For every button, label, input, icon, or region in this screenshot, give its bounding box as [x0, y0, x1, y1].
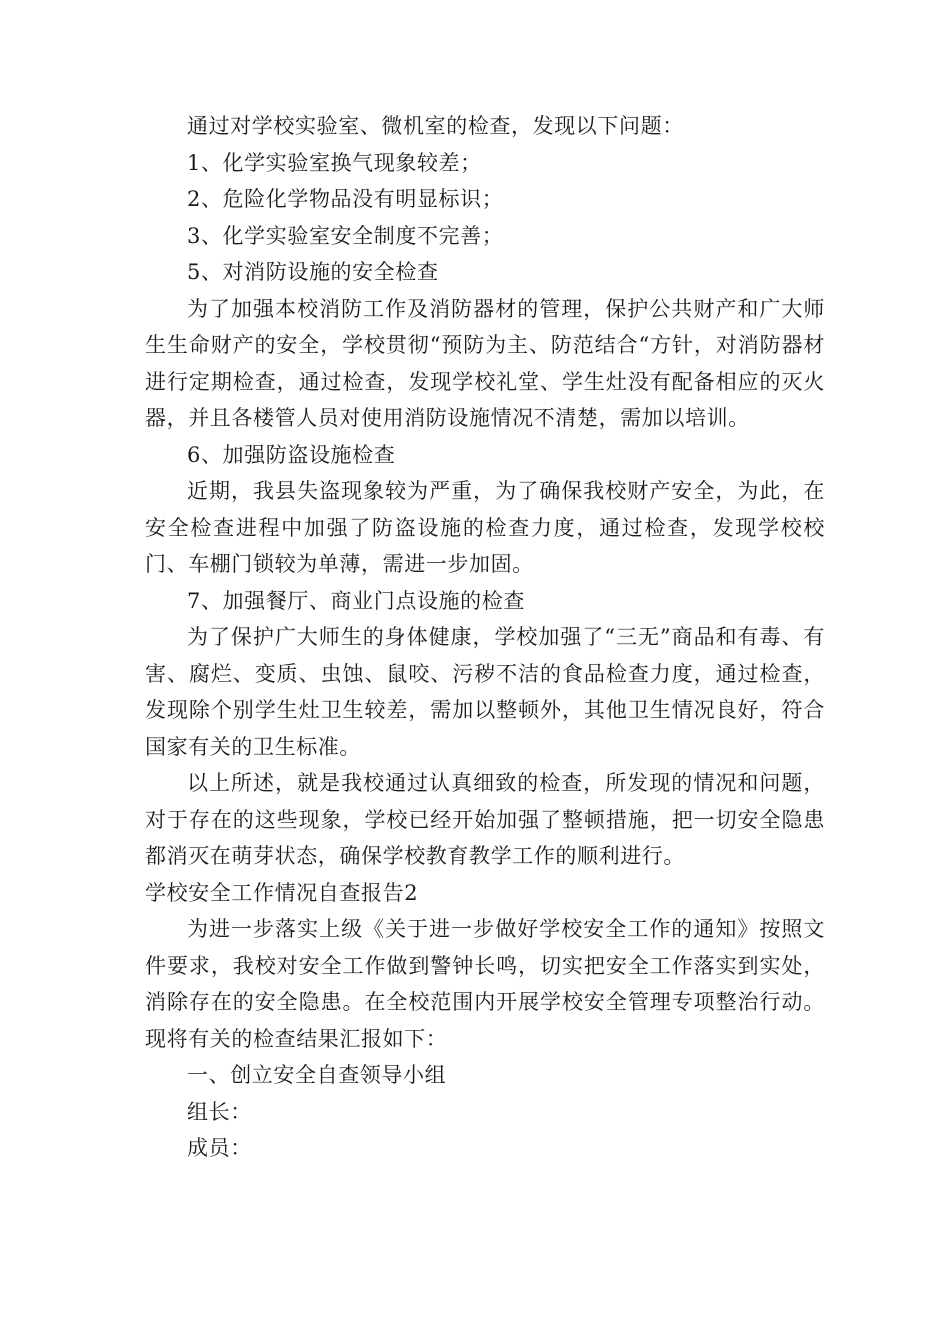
section-heading-anti-theft: 6、加强防盗设施检查	[187, 442, 396, 467]
paragraph-fire-safety: 为了加强本校消防工作及消防器材的管理，保护公共财产和广大师生生命财产的安全，学校贯彻“预防为主、防范结合“方针，对消防器材进行定期检查，通过检查，发现学校礼堂、学生灶没有配备相应的灭火器，并且各楼管人员对使用消防设施情况不清楚，需加以培训。	[145, 296, 825, 430]
list-item-hazard-labels: 2、危险化学物品没有明显标识；	[187, 187, 504, 211]
paragraph-summary: 以上所述，就是我校通过认真细致的检查，所发现的情况和问题，对于存在的这些现象，学校已经开始加强了整顿措施，把一切安全隐患都消灭在萌芽状态，确保学校教育教学工作的顺利进行。	[145, 771, 825, 868]
section-heading-leadership-group: 一、创立安全自查领导小组	[187, 1063, 447, 1087]
paragraph-lab-inspection-intro: 通过对学校实验室、微机室的检查，发现以下问题：	[187, 114, 684, 138]
section-heading-canteen: 7、加强餐厅、商业门点设施的检查	[187, 588, 525, 613]
report-title-2: 学校安全工作情况自查报告2	[145, 880, 419, 905]
paragraph-canteen: 为了保护广大师生的身体健康，学校加强了“三无”商品和有毒、有害、腐烂、变质、虫蚀、鼠咬、污秽不洁的食品检查力度，通过检查，发现除个别学生灶卫生较差，需加以整顿外，其他卫生情况良好，符合国家有关的卫生标准。	[145, 625, 825, 759]
list-item-ventilation: 1、化学实验室换气现象较差；	[187, 150, 482, 175]
field-group-members: 成员：	[187, 1136, 252, 1160]
list-item-safety-rules: 3、化学实验室安全制度不完善；	[187, 223, 504, 248]
section-heading-fire-safety: 5、对消防设施的安全检查	[187, 260, 439, 284]
paragraph-report-intro: 为进一步落实上级《关于进一步做好学校安全工作的通知》按照文件要求，我校对安全工作做到警钟长鸣，切实把安全工作落实到实处，消除存在的安全隐患。在全校范围内开展学校安全管理专项整治行动。现将有关的检查结果汇报如下：	[145, 917, 825, 1051]
paragraph-anti-theft: 近期，我县失盗现象较为严重，为了确保我校财产安全，为此，在安全检查进程中加强了防盗设施的检查力度，通过检查，发现学校校门、车棚门锁较为单薄，需进一步加固。	[145, 479, 825, 576]
document-body	[145, 108, 825, 1167]
field-group-leader: 组长：	[187, 1099, 252, 1124]
